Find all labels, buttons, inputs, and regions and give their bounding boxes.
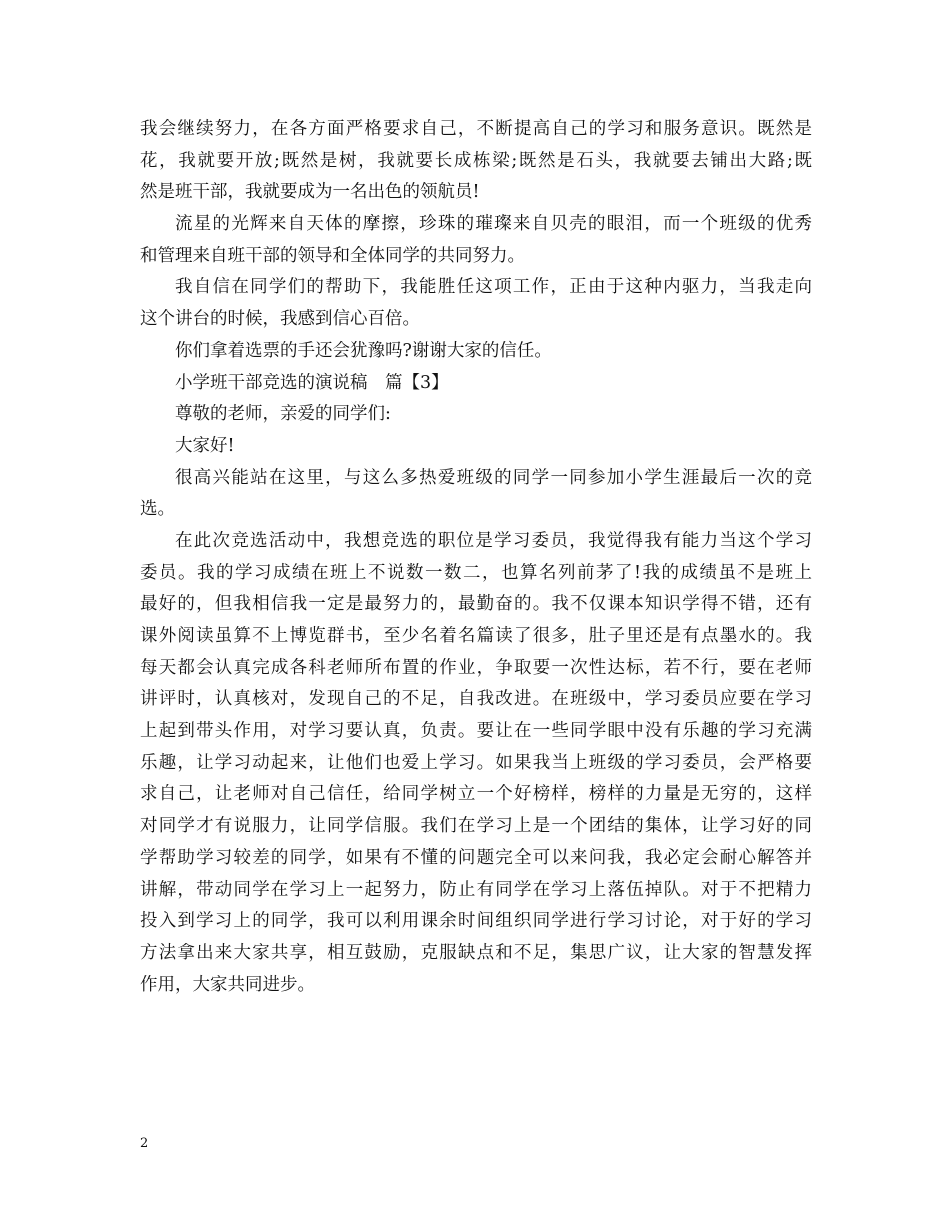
page-number: 2 bbox=[140, 1136, 149, 1151]
document-body bbox=[140, 114, 812, 1001]
text-line: 委员。我的学习成绩在班上不说数一数二，也算名列前茅了!我的成绩虽不是班上 bbox=[140, 562, 812, 583]
text-line: 求自己，让老师对自己信任，给同学树立一个好榜样，榜样的力量是无穷的，这样 bbox=[140, 784, 812, 805]
text-line: 在此次竞选活动中，我想竞选的职位是学习委员，我觉得我有能力当这个学习 bbox=[175, 530, 812, 551]
text-line: 最好的，但我相信我一定是最努力的，最勤奋的。我不仅课本知识学得不错，还有 bbox=[140, 594, 812, 615]
text-line: 课外阅读虽算不上博览群书，至少名着名篇读了很多，肚子里还是有点墨水的。我 bbox=[140, 626, 812, 646]
text-line: 学帮助学习较差的同学，如果有不懂的问题完全可以来问我，我必定会耐心解答并 bbox=[140, 847, 812, 868]
text-line: 作用，大家共同进步。 bbox=[140, 974, 315, 995]
text-line: 流星的光辉来自天体的摩擦，珍珠的璀璨来自贝壳的眼泪，而一个班级的优秀 bbox=[175, 214, 812, 235]
text-line: 你们拿着选票的手还会犹豫吗?谢谢大家的信任。 bbox=[175, 340, 552, 361]
text-line: 对同学才有说服力，让同学信服。我们在学习上是一个团结的集体，让学习好的同 bbox=[140, 816, 812, 837]
text-line: 然是班干部，我就要成为一名出色的领航员! bbox=[140, 182, 480, 203]
text-line: 讲评时，认真核对，发现自己的不足，自我改进。在班级中，学习委员应要在学习 bbox=[140, 689, 812, 710]
text-line: 尊敬的老师，亲爱的同学们: bbox=[175, 404, 391, 425]
text-line: 花，我就要开放;既然是树，我就要长成栋梁;既然是石头，我就要去铺出大路;既 bbox=[140, 150, 812, 171]
text-line: 和管理来自班干部的领导和全体同学的共同努力。 bbox=[140, 245, 525, 266]
text-line: 讲解，带动同学在学习上一起努力，防止有同学在学习上落伍掉队。对于不把精力 bbox=[140, 879, 812, 900]
text-line: 每天都会认真完成各科老师所布置的作业，争取要一次性达标，若不行，要在老师 bbox=[140, 657, 812, 678]
text-line: 上起到带头作用，对学习要认真，负责。要让在一些同学眼中没有乐趣的学习充满 bbox=[140, 721, 812, 742]
text-line: 乐趣，让学习动起来，让他们也爱上学习。如果我当上班级的学习委员，会严格要 bbox=[140, 752, 812, 773]
text-line: 我会继续努力，在各方面严格要求自己，不断提高自己的学习和服务意识。既然是 bbox=[140, 119, 812, 139]
text-line: 小学班干部竞选的演说稿 篇【3】 bbox=[175, 372, 449, 393]
text-line: 投入到学习上的同学，我可以利用课余时间组织同学进行学习讨论，对于好的学习 bbox=[140, 911, 812, 932]
text-line: 大家好! bbox=[175, 435, 235, 456]
text-line: 这个讲台的时候，我感到信心百倍。 bbox=[140, 309, 420, 330]
text-line: 选。 bbox=[140, 499, 175, 520]
text-line: 我自信在同学们的帮助下，我能胜任这项工作，正由于这种内驱力，当我走向 bbox=[175, 277, 812, 298]
text-line: 很高兴能站在这里，与这么多热爱班级的同学一同参加小学生涯最后一次的竞 bbox=[175, 467, 812, 488]
text-line: 方法拿出来大家共享，相互鼓励，克服缺点和不足，集思广议，让大家的智慧发挥 bbox=[140, 942, 812, 963]
